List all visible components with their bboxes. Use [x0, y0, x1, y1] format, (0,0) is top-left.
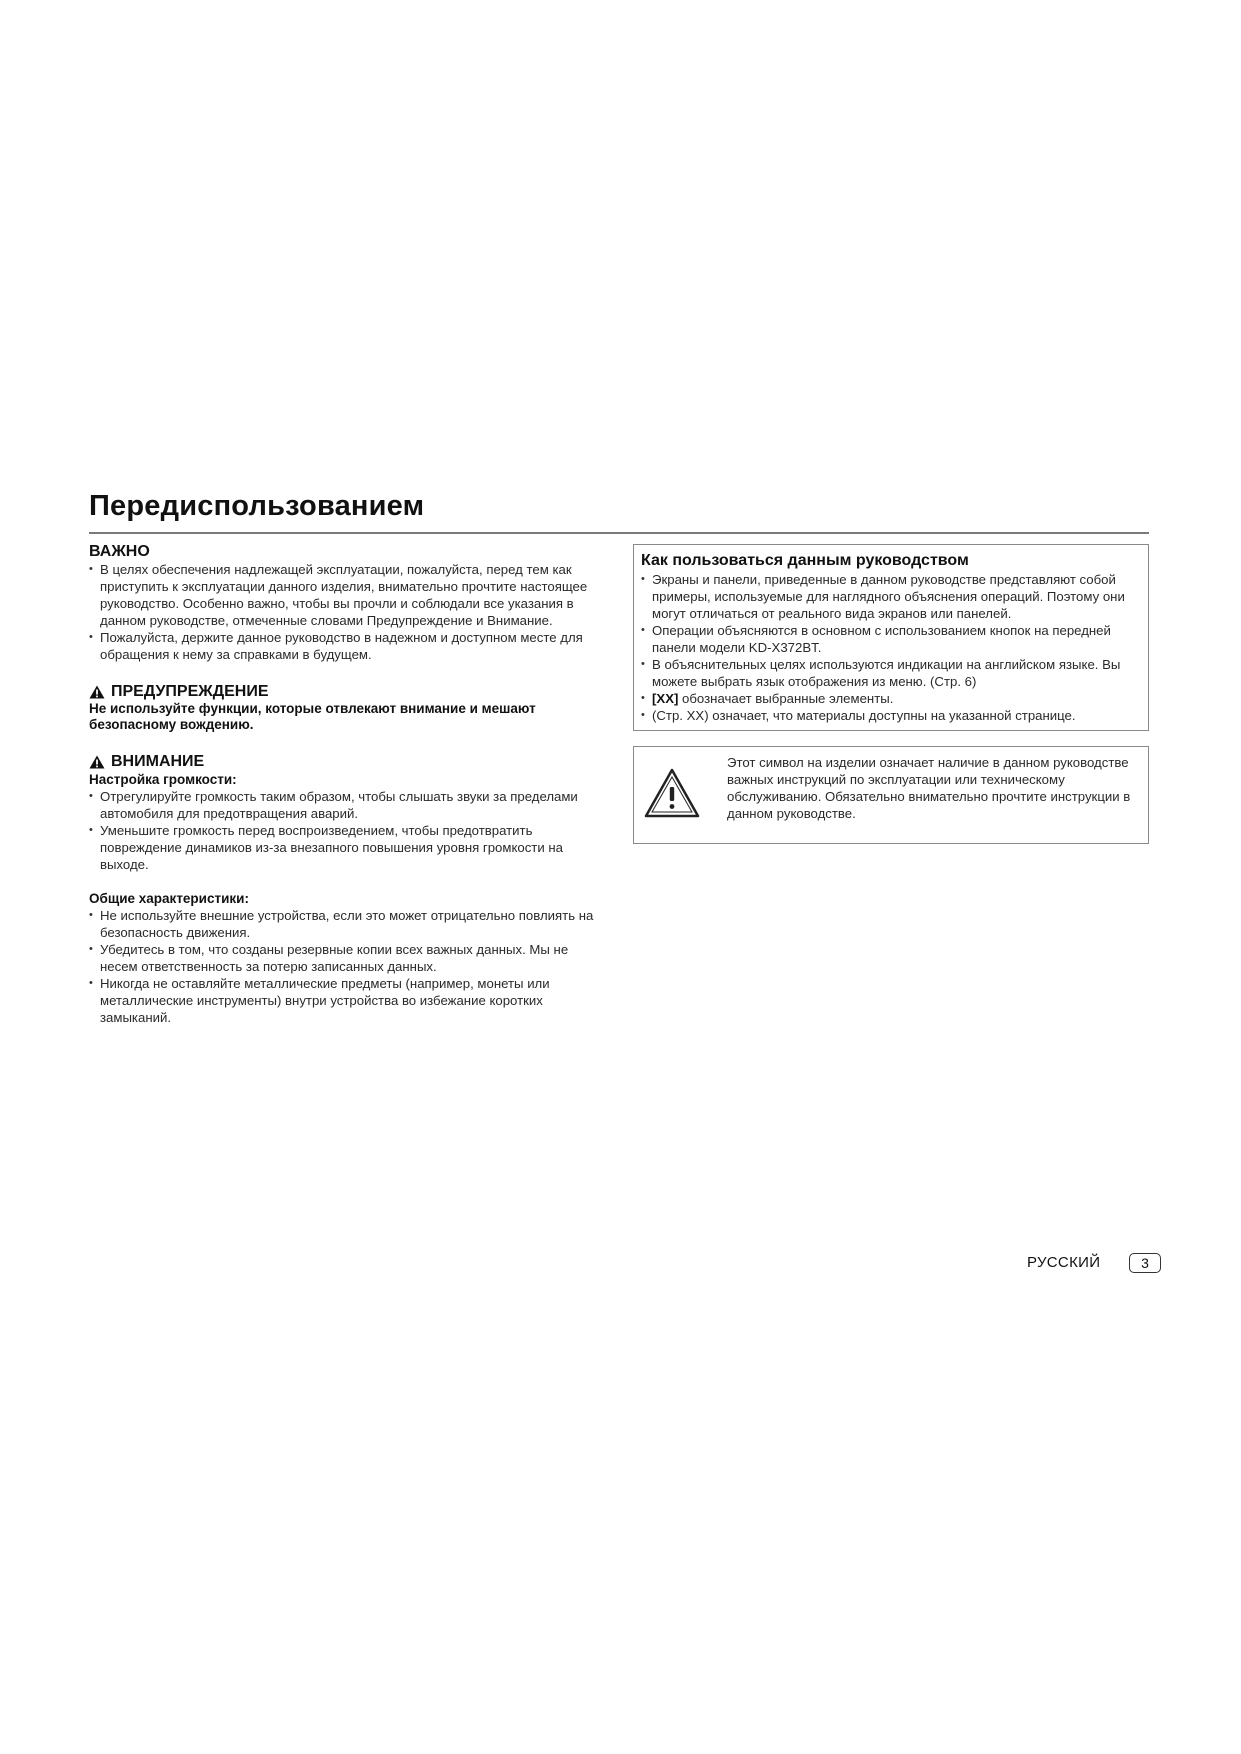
caution-triangle-icon	[89, 755, 105, 769]
symbol-text: Этот символ на изделии означает наличие в данном руководстве важных инструкций по эксплуатации или техническому обслуживанию. Обязательно внимательно прочтите инструкции в данном руководстве.	[727, 755, 1131, 821]
guide-heading: Как пользоваться данным руководством	[641, 552, 969, 569]
footer-language: РУССКИЙ	[1027, 1254, 1101, 1271]
warning-triangle-icon	[89, 685, 105, 699]
list-item: • Отрегулируйте громкость таким образом, чтобы слышать звуки за пределами автомобиля для предотвращения аварий.	[89, 788, 609, 822]
list-item: • В целях обеспечения надлежащей эксплуатации, пожалуйста, перед тем как приступить к эксплуатации данного изделия, внимательно прочтите настоящее руководство. Особенно важно, чтобы вы прочли и соблюдали все указания в данном руководстве, отмеченные словами Предупреждение и Внимание.	[89, 561, 609, 629]
caution-heading-row	[89, 752, 614, 771]
guide-list	[641, 571, 1141, 724]
warning-text: Не используйте функции, которые отвлекают внимание и мешают безопасному вождению.	[89, 701, 536, 732]
list-item	[641, 690, 1141, 707]
warning-heading: ПРЕДУПРЕЖДЕНИЕ	[111, 683, 269, 700]
caution-heading: ВНИМАНИЕ	[111, 753, 205, 770]
selected-item-text: обозначает выбранные элементы.	[682, 691, 894, 706]
list-item: • В объяснительных целях используются индикации на английском языке. Вы можете выбрать язык отображения из меню. (Стр. 6)	[641, 656, 1141, 690]
selected-item-tag: [XX]	[652, 691, 679, 706]
list-item: • Никогда не оставляйте металлические предметы (например, монеты или металлические инструменты) внутри устройства во избежание коротких замыканий.	[89, 975, 609, 1026]
general-heading: Общие характеристики:	[89, 891, 249, 906]
warning-triangle-icon	[643, 767, 701, 819]
left-column	[89, 542, 614, 1026]
page-title: Передиспользованием	[89, 490, 425, 522]
list-item: • Операции объясняются в основном с использованием кнопок на передней панели модели KD-X372BT.	[641, 622, 1141, 656]
list-item: • Пожалуйста, держите данное руководство в надежном и доступном месте для обращения к нему за справками в будущем.	[89, 629, 609, 663]
list-item: • Не используйте внешние устройства, если это может отрицательно повлиять на безопасность движения.	[89, 907, 609, 941]
title-divider	[89, 532, 1149, 534]
important-heading: ВАЖНО	[89, 543, 150, 560]
important-list	[89, 561, 609, 663]
volume-list	[89, 788, 609, 873]
symbol-box	[633, 746, 1149, 844]
guide-box	[633, 544, 1149, 731]
list-item: • (Стр. XX) означает, что материалы доступны на указанной странице.	[641, 707, 1141, 724]
general-list	[89, 907, 609, 1026]
volume-heading: Настройка громкости:	[89, 772, 237, 787]
list-item: • Экраны и панели, приведенные в данном руководстве представляют собой примеры, используемые для наглядного объяснения операций. Поэтому они могут отличаться от реального вида экранов или панелей.	[641, 571, 1141, 622]
list-item: • Убедитесь в том, что созданы резервные копии всех важных данных. Мы не несем ответственность за потерю записанных данных.	[89, 941, 609, 975]
warning-heading-row	[89, 682, 614, 701]
right-column	[633, 544, 1149, 844]
page-number: 3	[1129, 1253, 1161, 1273]
list-item: • Уменьшите громкость перед воспроизведением, чтобы предотвратить повреждение динамиков из-за внезапного повышения уровня громкости на выходе.	[89, 822, 609, 873]
